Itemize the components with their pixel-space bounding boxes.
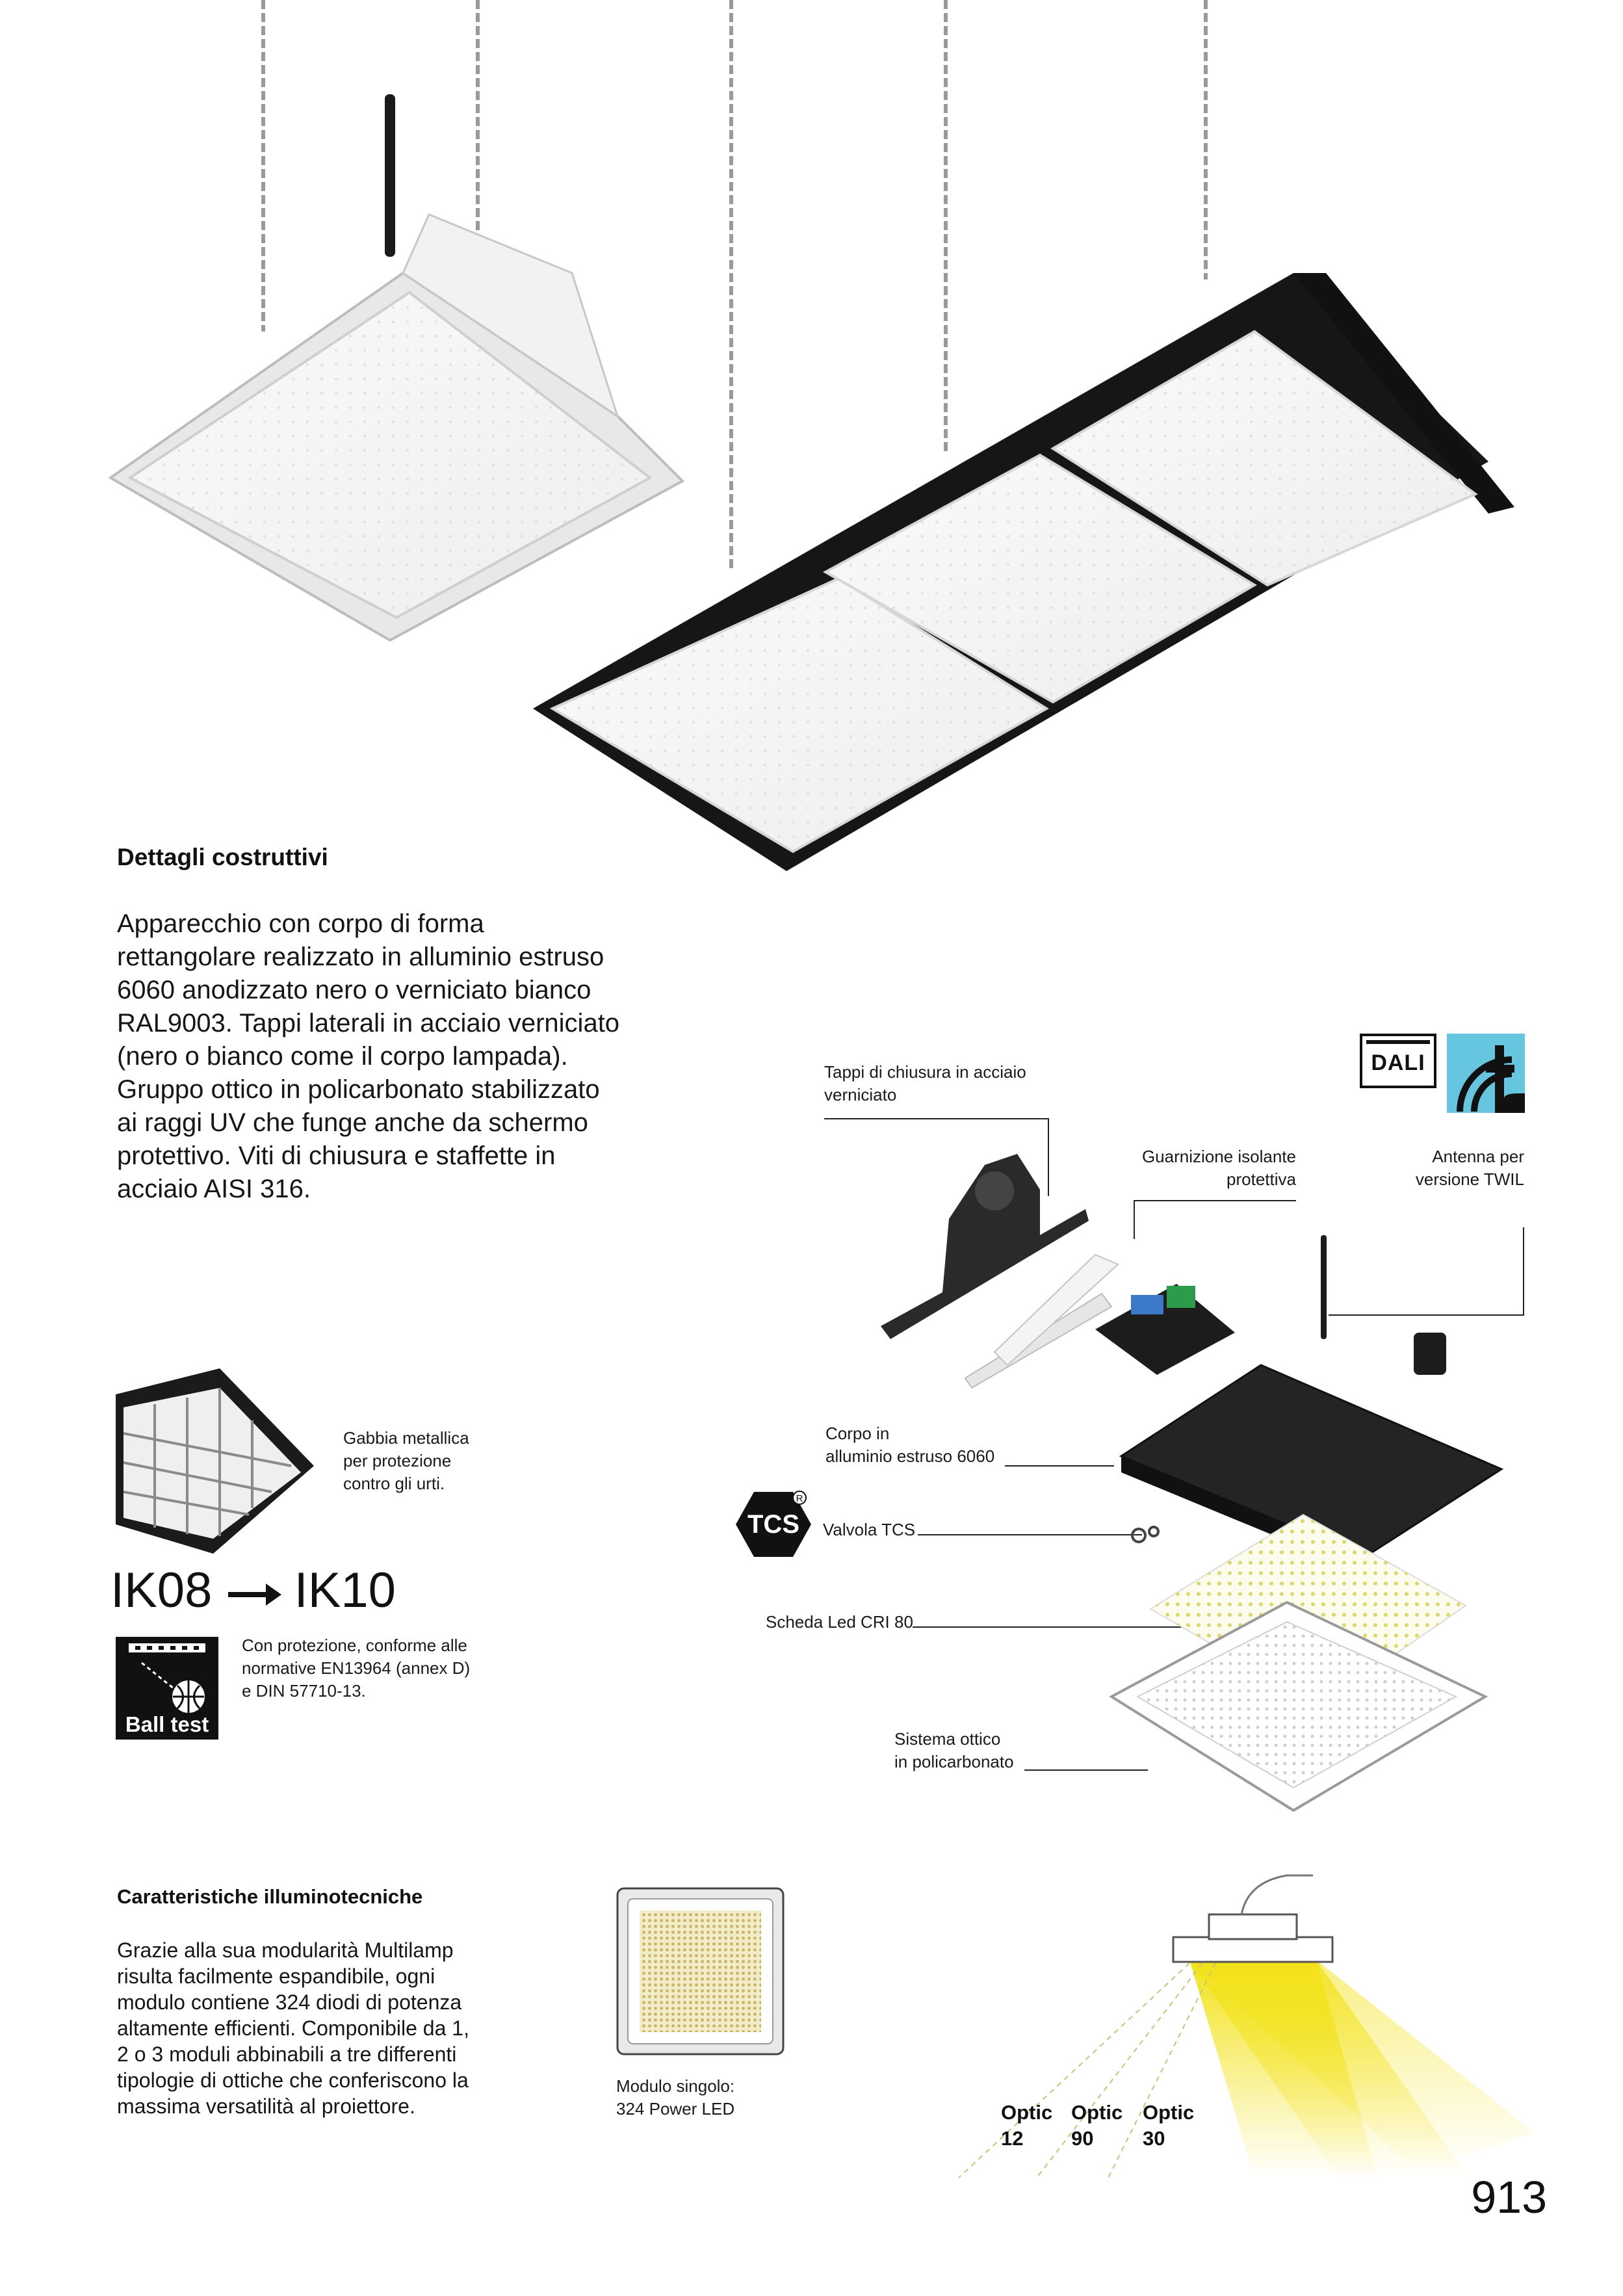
- construction-line: protettivo. Viti di chiusura e staffette in: [117, 1141, 556, 1170]
- lighting-line: altamente efficienti. Componibile da 1,: [117, 2016, 469, 2040]
- label-line: Guarnizione isolante: [1141, 1147, 1296, 1166]
- label-line: Corpo in: [825, 1424, 890, 1443]
- label-led-board: Scheda Led CRI 80: [766, 1612, 913, 1632]
- exploded-view-image: [871, 1131, 1527, 1853]
- construction-paragraph: [117, 907, 702, 1206]
- label-line: Antenna per: [1432, 1147, 1524, 1166]
- hero-product-image: [0, 0, 1623, 871]
- tcs-logo: [734, 1489, 812, 1560]
- cage-line: per protezione: [343, 1451, 452, 1470]
- construction-line: Apparecchio con corpo di forma: [117, 909, 484, 938]
- label-line: Tappi di chiusura in acciaio: [824, 1062, 1026, 1082]
- ball-line: Con protezione, conforme alle: [242, 1636, 467, 1655]
- dali-logo: [1360, 1034, 1436, 1088]
- optic-name: Optic: [1071, 2101, 1123, 2124]
- lighting-line: 2 o 3 moduli abbinabili a tre differenti: [117, 2042, 457, 2066]
- page-number: 913: [1471, 2172, 1547, 2223]
- module-line: Modulo singolo:: [616, 2076, 735, 2096]
- arrow-right-icon: [228, 1587, 283, 1600]
- ball-test-label: Ball test: [125, 1712, 209, 1736]
- label-line: protettiva: [1227, 1169, 1296, 1189]
- ik-to: IK10: [294, 1563, 396, 1618]
- construction-line: RAL9003. Tappi laterali in acciaio verniciato: [117, 1009, 620, 1037]
- construction-line: acciaio AISI 316.: [117, 1175, 311, 1203]
- lighting-line: tipologie di ottiche che conferiscono la: [117, 2068, 469, 2092]
- module-caption: [616, 2075, 734, 2120]
- led-module-image: [617, 1888, 783, 2054]
- label-valve: Valvola TCS: [823, 1520, 916, 1539]
- optic-name: Optic: [1001, 2101, 1053, 2124]
- ik-from: IK08: [110, 1563, 213, 1618]
- lighting-title: Caratteristiche illuminotecniche: [117, 1885, 423, 1908]
- label-line: verniciato: [824, 1085, 897, 1104]
- optic-label-12: [1001, 2100, 1052, 2152]
- ball-line: normative EN13964 (annex D): [242, 1658, 471, 1678]
- optic-value: 90: [1071, 2127, 1094, 2150]
- module-line: 324 Power LED: [616, 2099, 735, 2119]
- label-line: versione TWIL: [1415, 1169, 1524, 1189]
- cage-line: Gabbia metallica: [343, 1428, 469, 1448]
- optic-label-30: [1143, 2100, 1194, 2152]
- svg-text:R: R: [796, 1493, 803, 1504]
- leader-caps: [824, 1118, 1049, 1119]
- ball-test-badge: [116, 1637, 218, 1740]
- cage-text: [343, 1427, 469, 1495]
- optic-value: 12: [1001, 2127, 1024, 2150]
- lighting-line: Grazie alla sua modularità Multilamp: [117, 1938, 454, 1962]
- label-line: in policarbonato: [894, 1752, 1014, 1771]
- optic-label-90: [1071, 2100, 1123, 2152]
- lighting-line: risulta facilmente espandibile, ogni: [117, 1964, 435, 1988]
- ik-rating: [110, 1561, 396, 1620]
- construction-line: ai raggi UV che funge anche da schermo: [117, 1108, 588, 1137]
- cage-line: contro gli urti.: [343, 1474, 445, 1493]
- ball-line: e DIN 57710-13.: [242, 1681, 366, 1701]
- twil-logo: [1447, 1034, 1525, 1113]
- construction-line: 6060 anodizzato nero o verniciato bianco: [117, 976, 591, 1004]
- optic-value: 30: [1143, 2127, 1165, 2150]
- construction-line: (nero o bianco come il corpo lampada).: [117, 1042, 568, 1071]
- lighting-paragraph: [117, 1937, 469, 2119]
- construction-line: rettangolare realizzato in alluminio estruso: [117, 943, 604, 971]
- label-caps: [824, 1061, 1026, 1106]
- construction-line: Gruppo ottico in policarbonato stabilizzato: [117, 1075, 600, 1104]
- lighting-line: modulo contiene 324 diodi di potenza: [117, 1990, 462, 2014]
- cage-image: [116, 1368, 314, 1554]
- dali-text: DALI: [1371, 1050, 1425, 1075]
- label-line: alluminio estruso 6060: [825, 1446, 995, 1466]
- ball-test-text: [242, 1634, 470, 1702]
- label-line: Sistema ottico: [894, 1729, 1001, 1749]
- optic-name: Optic: [1143, 2101, 1195, 2124]
- construction-title: Dettagli costruttivi: [117, 844, 328, 870]
- lighting-line: massima versatilità al proiettore.: [117, 2094, 415, 2118]
- tcs-logo-text: TCS: [747, 1510, 799, 1539]
